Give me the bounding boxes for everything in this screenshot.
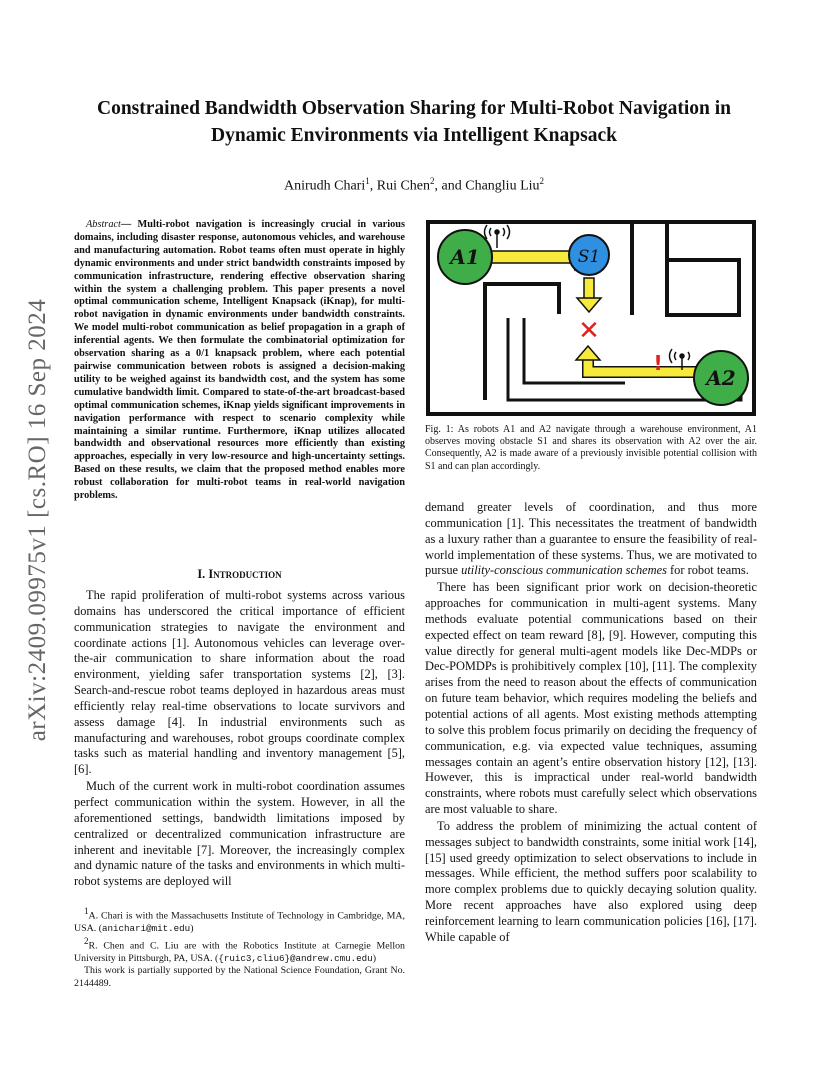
affiliation-mark: 2	[539, 176, 545, 186]
footnote	[74, 935, 405, 965]
emphasis-text: utility-conscious communication schemes	[461, 563, 667, 578]
obstacle-s1	[569, 235, 609, 275]
arxiv-stamp: arXiv:2409.09975v1 [cs.RO] 16 Sep 2024	[24, 298, 51, 742]
figure-1	[425, 218, 757, 418]
body-paragraph: Much of the current work in multi-robot coordination assumes perfect communication within the system. However, in all the aforementioned settings, bandwidth limitations imposed by centralized or decentralized communication infrastructure are inherent and inevitable [7]. Moreover, the increasingly complex and dynamic nature of the tasks and environments in which multi-robot systems are deployed will	[74, 779, 405, 889]
warehouse-diagram	[425, 218, 757, 418]
page-title: Constrained Bandwidth Observation Sharing for Multi-Robot Navigation in Dynamic Environments via Intelligent Knapsack	[96, 98, 732, 146]
footnote	[74, 905, 405, 935]
paragraph-text: for robot teams.	[666, 563, 749, 578]
agent-a2	[694, 351, 748, 405]
figure-caption	[425, 424, 757, 473]
body-paragraph	[425, 500, 757, 579]
abstract-text: — Multi-robot navigation is increasingly crucial in various domains, including disaster response, autonomous vehicles, and warehouse and manufacturing automation. Robot teams often must operate in highly dynamic environments and under strict bandwidth constraints imposed by communication infrastructure, rendering effective observation sharing within the system a challenging problem. This paper presents a novel optimal communication scheme, Intelligent Knapsack (iKnap), for multi-robot navigation in dynamic environments under bandwidth constraints. We model multi-robot communication as belief propagation in a graph of inferential agents. We then formulate the combinatorial optimization for observation sharing as a 0/1 knapsack problem, where each potential pairwise communication between robots is assigned a decision-making utility to be weighed against its bandwidth cost, and the system has some cumulative bandwidth limit. Compared to state-of-the-art broadcast-based optimal communication schemes, iKnap yields significant improvements in navigation performance with respect to scenario complexity while maintaining a similar runtime. Furthermore, iKnap utilizes allocated bandwidth and observational resources more efficiently than existing approaches, especially in very low-resource and high-uncertainty settings. Based on these results, we claim that the proposed method enables more robust collaboration for multi-robot teams in real-world navigation problems.	[74, 219, 405, 502]
obstacle-s1-label: S1	[577, 247, 601, 267]
footnote-text: A. Chari is with the Massachusetts Institute of Technology in Cambridge, MA, USA. (	[74, 910, 405, 934]
caption-label: Fig. 1:	[425, 424, 454, 435]
body-paragraph: The rapid proliferation of multi-robot systems across various domains has underscored the critical importance of efficient communication strategies to navigate the environment and coordinate actions [1]. Autonomous vehicles can leverage over-the-air communication to share information about the road environment, yielding safer transportation systems [2], [3]. Search-and-rescue robot teams deployed in hazardous areas must efficiently relay real-time observations to locate survivors and assess damage [4]. In industrial environments such as manufacturing and warehouses, robot groups coordinate complex tasks such as material handling and inventory management [5], [6].	[74, 588, 405, 777]
path-arrow	[576, 346, 697, 372]
footnote-text: )	[372, 952, 376, 964]
caption-text: As robots A1 and A2 navigate through a warehouse environment, A1 observes moving obstacle S1 and shares its observation with A2 over the air. Consequently, A2 is made aware of a previously invisible potential collision with S1 and can plan accordingly.	[425, 424, 757, 472]
footnote-text: R. Chen and C. Liu are with the Robotics Institute at Carnegie Mellon University in Pittsburgh, PA, USA. (	[74, 940, 405, 964]
author-name: Anirudh Chari	[283, 178, 366, 194]
email-link[interactable]: anichari@mit.edu	[101, 922, 191, 934]
footnote-mark: 1	[84, 906, 89, 916]
author-separator: ,	[369, 178, 377, 194]
intro-left-column	[74, 588, 405, 891]
alert-icon: !	[653, 351, 663, 375]
footnote: This work is partially supported by the National Science Foundation, Grant No. 2144489.	[74, 965, 405, 989]
abstract	[74, 219, 405, 503]
paragraph-text: demand greater levels of coordination, and thus more communication [1]. This necessitates the treatment of bandwidth as a luxury rather than a guarantee to ensure the feasibility of real-world implementation of these systems. Thus, we are motivated to pursue	[425, 500, 757, 578]
email-link[interactable]: {ruic3,cliu6}@andrew.cmu.edu	[218, 952, 373, 964]
affiliation-mark: 1	[365, 176, 370, 186]
collision-cross-icon: ✕	[578, 316, 600, 346]
agent-a1	[438, 230, 492, 284]
agent-a2-label: A2	[706, 366, 736, 390]
affiliation-mark: 2	[430, 176, 435, 186]
author-separator: , and	[434, 178, 466, 194]
footnotes	[74, 905, 405, 990]
footnote-text: )	[190, 922, 194, 934]
author-name: Rui Chen	[376, 178, 431, 194]
body-paragraph: There has been significant prior work on decision-theoretic approaches for communication in multi-agent systems. Many methods evaluate potential communications based on their expected effect on team reward [8], [9]. However, computing this value directly for general multi-agent models like Dec-MDPs or Dec-POMDPs is prohibitively complex [10], [11]. The complexity arises from the need to reason about the effects of communication on future team behavior, which requires modeling the beliefs and potential actions of all agents. Most existing methods attempting to solve this problem focus primarily on deciding the frequency of communication, e.g. via expected value techniques, assuming messages contain an agent’s entire observation history [12], [13]. However, this is impractical under real-world bandwidth constraints, where robots must carefully select which observations are most valuable to share.	[425, 580, 757, 817]
author-list	[60, 172, 768, 196]
body-paragraph: To address the problem of minimizing the actual content of messages subject to bandwidth constraints, some initial work [14], [15] used greedy optimization to select observations to include in messages. While efficient, the method suffers poor scalability to more complex problems due to quickly decaying solution quality. More recent approaches have also explored using deep reinforcement learning to learn communication policies [16], [17]. While capable of	[425, 818, 757, 944]
author-name: Changliu Liu	[465, 178, 540, 194]
agent-a1-label: A1	[450, 245, 480, 269]
footnote-mark: 2	[84, 936, 89, 947]
abstract-label: Abstract	[86, 219, 121, 230]
intro-right-column	[425, 500, 757, 947]
section-heading: I. Introduction	[197, 567, 282, 581]
obstacle-motion-arrow	[577, 278, 601, 312]
